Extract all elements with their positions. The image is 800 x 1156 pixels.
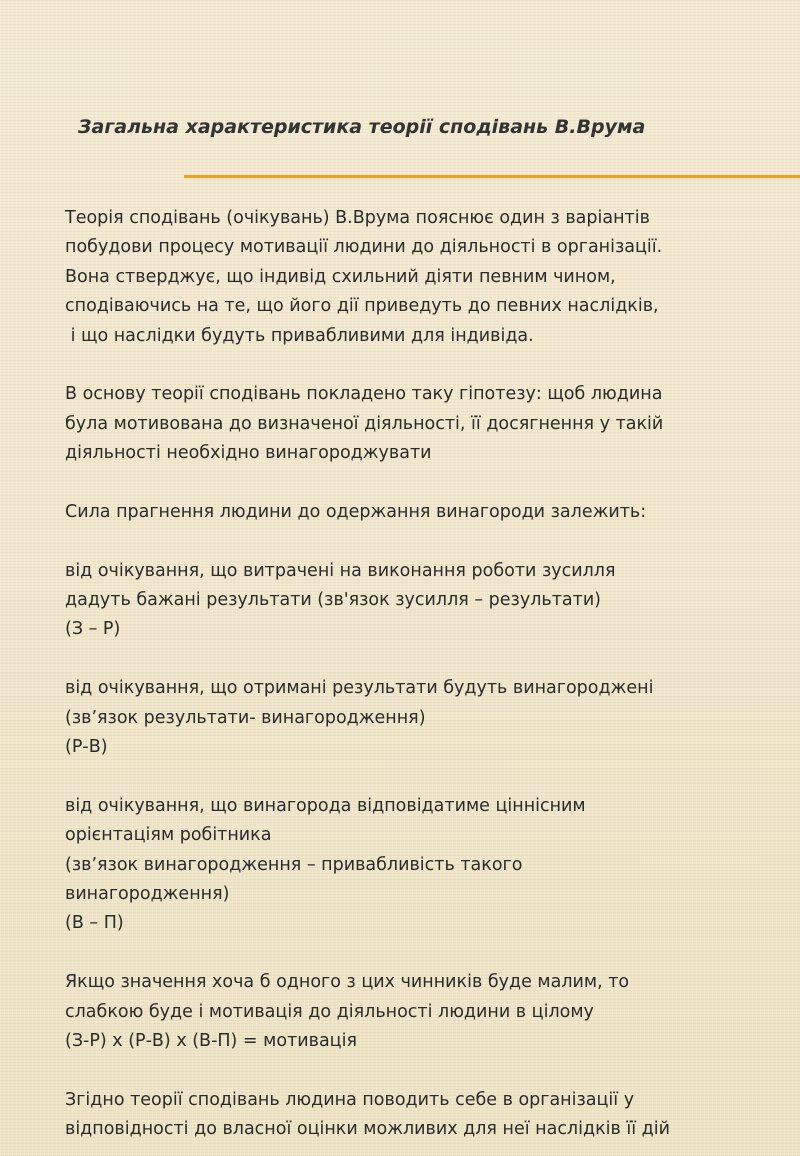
text-line: від очікування, що витрачені на виконання роботи зусилля <box>65 560 616 581</box>
text-line: (В – П) <box>65 913 124 934</box>
paragraph <box>65 204 765 351</box>
text-line: і що наслідки будуть привабливими для індивіда. <box>65 325 534 346</box>
paragraph <box>65 968 765 1056</box>
text-line: Сила прагнення людини до одержання винагороди залежить: <box>65 501 647 522</box>
paragraph-spacer <box>65 469 765 498</box>
text-line: В основу теорії сподівань покладено таку гіпотезу: щоб людина <box>65 384 663 405</box>
text-line: Теорія сподівань (очікувань) В.Врума пояснює один з варіантів <box>65 208 650 228</box>
text-line: Якщо значення хоча б одного з цих чинників буде малим, то <box>65 972 630 993</box>
text-line: винагородження) <box>65 883 230 904</box>
text-line: (З – Р) <box>65 619 121 640</box>
text-line: Згідно теорії сподівань людина поводить себе в організації у <box>65 1089 635 1110</box>
text-line: сподіваючись на те, що його дії приведуть до певних наслідків, <box>65 296 659 317</box>
paragraph-spacer <box>65 939 765 968</box>
paragraph <box>65 380 765 468</box>
text-line: Вона стверджує, що індивід схильний діяти певним чином, <box>65 266 616 287</box>
paragraph-spacer <box>65 645 765 674</box>
paragraph-spacer <box>65 527 765 556</box>
paragraph-spacer <box>65 351 765 380</box>
paragraph <box>65 792 765 939</box>
text-line: діяльності необхідно винагороджувати <box>65 443 432 464</box>
text-line: (Р-В) <box>65 737 108 758</box>
text-line: від очікування, що отримані результати будуть винагороджені <box>65 678 654 699</box>
paragraph-spacer <box>65 762 765 791</box>
slide-title: Загальна характеристика теорії сподівань В.Врума <box>78 116 646 138</box>
text-line: (зв’язок винагородження – привабливість такого <box>65 854 523 875</box>
body-text <box>65 204 765 1145</box>
text-line: від очікування, що винагорода відповідатиме ціннісним <box>65 795 586 816</box>
paragraph <box>65 557 765 645</box>
text-line: побудови процесу мотивації людини до діяльності в організації. <box>65 237 663 258</box>
text-line: відповідності до власної оцінки можливих для неї наслідків її дій <box>65 1119 671 1140</box>
paragraph <box>65 674 765 762</box>
title-divider <box>184 175 800 178</box>
text-line: (зв’язок результати- винагородження) <box>65 707 426 728</box>
paragraph-spacer <box>65 1056 765 1085</box>
text-line: слабкою буде і мотивація до діяльності людини в цілому <box>65 1001 594 1022</box>
text-line: була мотивована до визначеної діяльності, її досягнення у такій <box>65 413 664 434</box>
text-line: дадуть бажані результати (зв'язок зусилля – результати) <box>65 590 602 611</box>
text-line: орієнтаціям робітника <box>65 825 272 846</box>
paragraph <box>65 498 765 527</box>
text-line: (З-Р) х (Р-В) х (В-П) = мотивація <box>65 1030 357 1051</box>
paragraph <box>65 1086 765 1145</box>
